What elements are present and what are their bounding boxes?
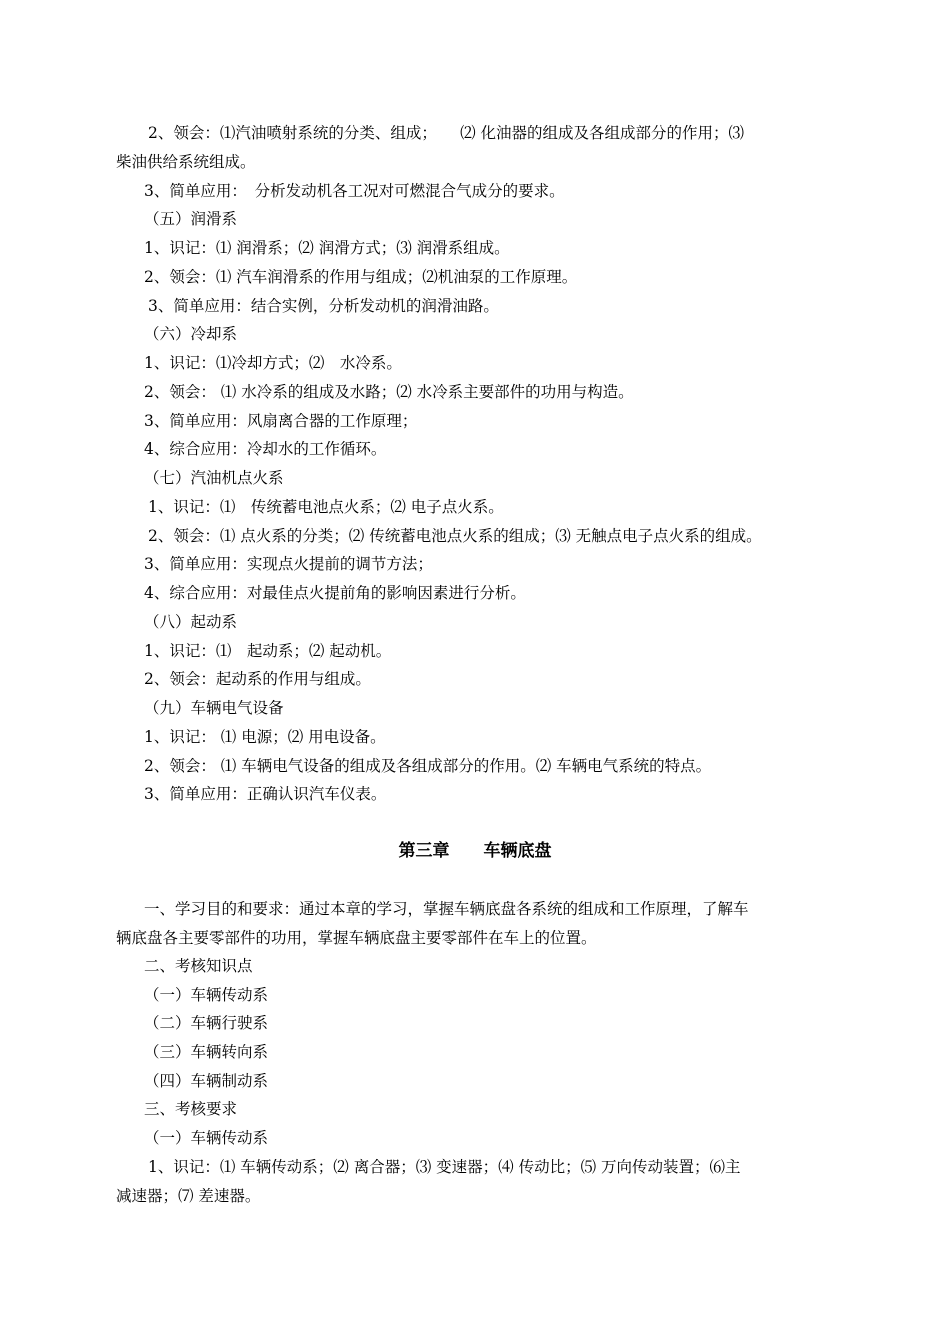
text-line: 1、识记：⑴ 起动系；⑵ 起动机。 (144, 642, 392, 660)
section-heading: （五）润滑系 (144, 210, 238, 228)
text-line: 2、领会：起动系的作用与组成。 (144, 670, 371, 688)
text-line: 1、识记：⑴冷却方式；⑵ 水冷系。 (144, 354, 402, 372)
text-line: 1、识记：⑴ 润滑系；⑵ 润滑方式；⑶ 润滑系组成。 (144, 239, 510, 257)
text-line: 3、简单应用：实现点火提前的调节方法； (144, 555, 433, 573)
section-heading: 三、考核要求 (144, 1100, 238, 1118)
text-line: 辆底盘各主要零部件的功用，掌握车辆底盘主要零部件在车上的位置。 (116, 929, 597, 947)
text-line: 2、领会： ⑴ 水冷系的组成及水路；⑵ 水冷系主要部件的功用与构造。 (144, 383, 634, 401)
section-heading: （六）冷却系 (144, 325, 238, 343)
text-line: 3、简单应用：结合实例，分析发动机的润滑油路。 (148, 297, 499, 315)
list-item: （四）车辆制动系 (144, 1072, 269, 1090)
section-heading: 二、考核知识点 (144, 957, 253, 975)
section-heading: （七）汽油机点火系 (144, 469, 284, 487)
text-line: 3、简单应用： 分析发动机各工况对可燃混合气成分的要求。 (144, 182, 565, 200)
text-line: 1、识记： ⑴ 电源；⑵ 用电设备。 (144, 728, 386, 746)
list-item: （一）车辆传动系 (144, 986, 269, 1004)
text-line: 减速器；⑺ 差速器。 (116, 1187, 261, 1205)
text-line: 2、领会： ⑴ 车辆电气设备的组成及各组成部分的作用。⑵ 车辆电气系统的特点。 (144, 757, 712, 775)
list-item: （二）车辆行驶系 (144, 1014, 269, 1032)
text-line: 1、识记：⑴ 传统蓄电池点火系；⑵ 电子点火系。 (148, 498, 504, 516)
list-item: （三）车辆转向系 (144, 1043, 269, 1061)
text-line: 2、领会：⑴汽油喷射系统的分类、组成； ⑵ 化油器的组成及各组成部分的作用；⑶ (148, 124, 745, 142)
text-line: 4、综合应用：对最佳点火提前角的影响因素进行分析。 (144, 584, 526, 602)
section-heading: （一）车辆传动系 (144, 1129, 269, 1147)
text-line: 一、学习目的和要求：通过本章的学习，掌握车辆底盘各系统的组成和工作原理，了解车 (144, 900, 749, 918)
text-line: 1、识记：⑴ 车辆传动系；⑵ 离合器；⑶ 变速器；⑷ 传动比；⑸ 万向传动装置；⑹主 (148, 1158, 741, 1176)
text-line: 2、领会：⑴ 点火系的分类；⑵ 传统蓄电池点火系的组成；⑶ 无触点电子点火系的组成。 (148, 527, 762, 545)
text-line: 柴油供给系统组成。 (116, 153, 256, 171)
section-heading: （九）车辆电气设备 (144, 699, 284, 717)
text-line: 3、简单应用：正确认识汽车仪表。 (144, 785, 387, 803)
text-line: 4、综合应用：冷却水的工作循环。 (144, 440, 387, 458)
section-heading: （八）起动系 (144, 613, 238, 631)
text-line: 2、领会：⑴ 汽车润滑系的作用与组成；⑵机油泵的工作原理。 (144, 268, 578, 286)
text-line: 3、简单应用：风扇离合器的工作原理； (144, 412, 418, 430)
chapter-title: 第三章 车辆底盘 (398, 841, 552, 861)
